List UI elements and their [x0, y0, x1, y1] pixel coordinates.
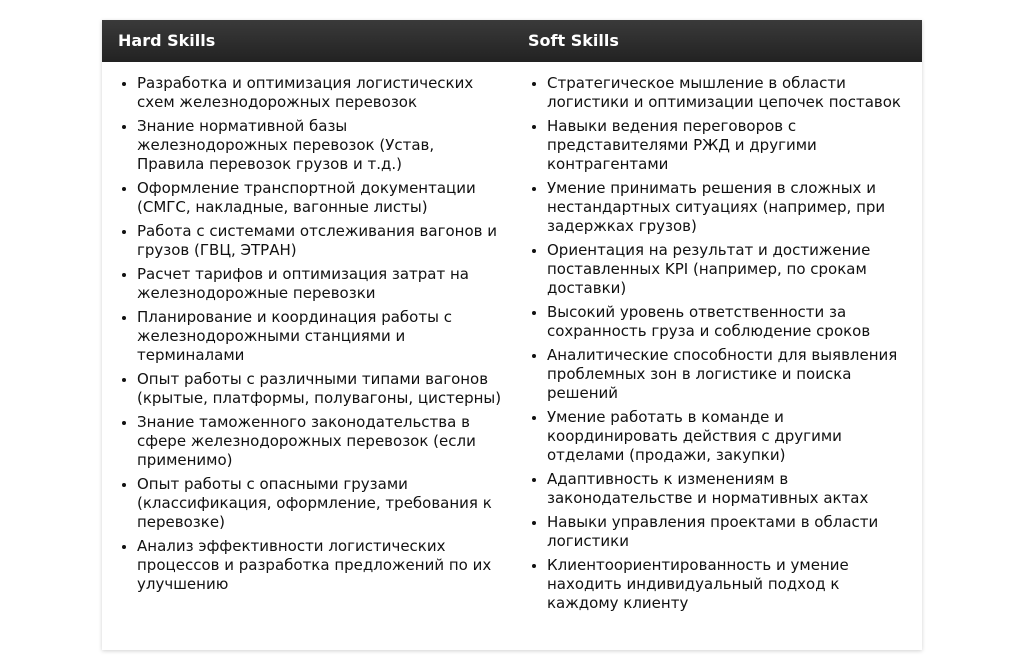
list-item: • Аналитические способности для выявления проблемных зон в логистике и поиска решений	[547, 346, 912, 403]
list-item: • Работа с системами отслеживания вагонов и грузов (ГВЦ, ЭТРАН)	[137, 222, 502, 260]
header-hard-skills: Hard Skills	[118, 31, 216, 50]
list-item: • Анализ эффективности логистических процессов и разработка предложений по их улучшению	[137, 537, 502, 594]
list-item: • Навыки управления проектами в области логистики	[547, 513, 912, 551]
list-item: • Оформление транспортной документации (СМГС, накладные, вагонные листы)	[137, 179, 502, 217]
list-item: • Адаптивность к изменениям в законодательстве и нормативных актах	[547, 470, 912, 508]
list-item: • Разработка и оптимизация логистических схем железнодорожных перевозок	[137, 74, 502, 112]
list-item: • Высокий уровень ответственности за сохранность груза и соблюдение сроков	[547, 303, 912, 341]
list-item: • Умение работать в команде и координировать действия с другими отделами (продажи, закупки)	[547, 408, 912, 465]
list-item: • Навыки ведения переговоров с представителями РЖД и другими контрагентами	[547, 117, 912, 174]
hard-skills-list	[102, 74, 512, 594]
skills-table	[102, 20, 922, 650]
list-item: • Умение принимать решения в сложных и нестандартных ситуациях (например, при задержках грузов)	[547, 179, 912, 236]
table-body	[102, 62, 922, 618]
list-item: • Знание таможенного законодательства в сфере железнодорожных перевозок (если применимо)	[137, 413, 502, 470]
list-item: • Стратегическое мышление в области логистики и оптимизации цепочек поставок	[547, 74, 912, 112]
list-item: • Ориентация на результат и достижение поставленных KPI (например, по срокам доставки)	[547, 241, 912, 298]
table-header	[102, 20, 922, 62]
soft-skills-column	[512, 74, 922, 618]
list-item: • Клиентоориентированность и умение находить индивидуальный подход к каждому клиенту	[547, 556, 912, 613]
list-item: • Планирование и координация работы с железнодорожными станциями и терминалами	[137, 308, 502, 365]
list-item: • Опыт работы с опасными грузами (классификация, оформление, требования к перевозке)	[137, 475, 502, 532]
header-soft-skills: Soft Skills	[528, 31, 619, 50]
soft-skills-list	[512, 74, 922, 613]
list-item: • Расчет тарифов и оптимизация затрат на железнодорожные перевозки	[137, 265, 502, 303]
list-item: • Опыт работы с различными типами вагонов (крытые, платформы, полувагоны, цистерны)	[137, 370, 502, 408]
list-item: • Знание нормативной базы железнодорожных перевозок (Устав, Правила перевозок грузов и т.д.)	[137, 117, 502, 174]
hard-skills-column	[102, 74, 512, 618]
